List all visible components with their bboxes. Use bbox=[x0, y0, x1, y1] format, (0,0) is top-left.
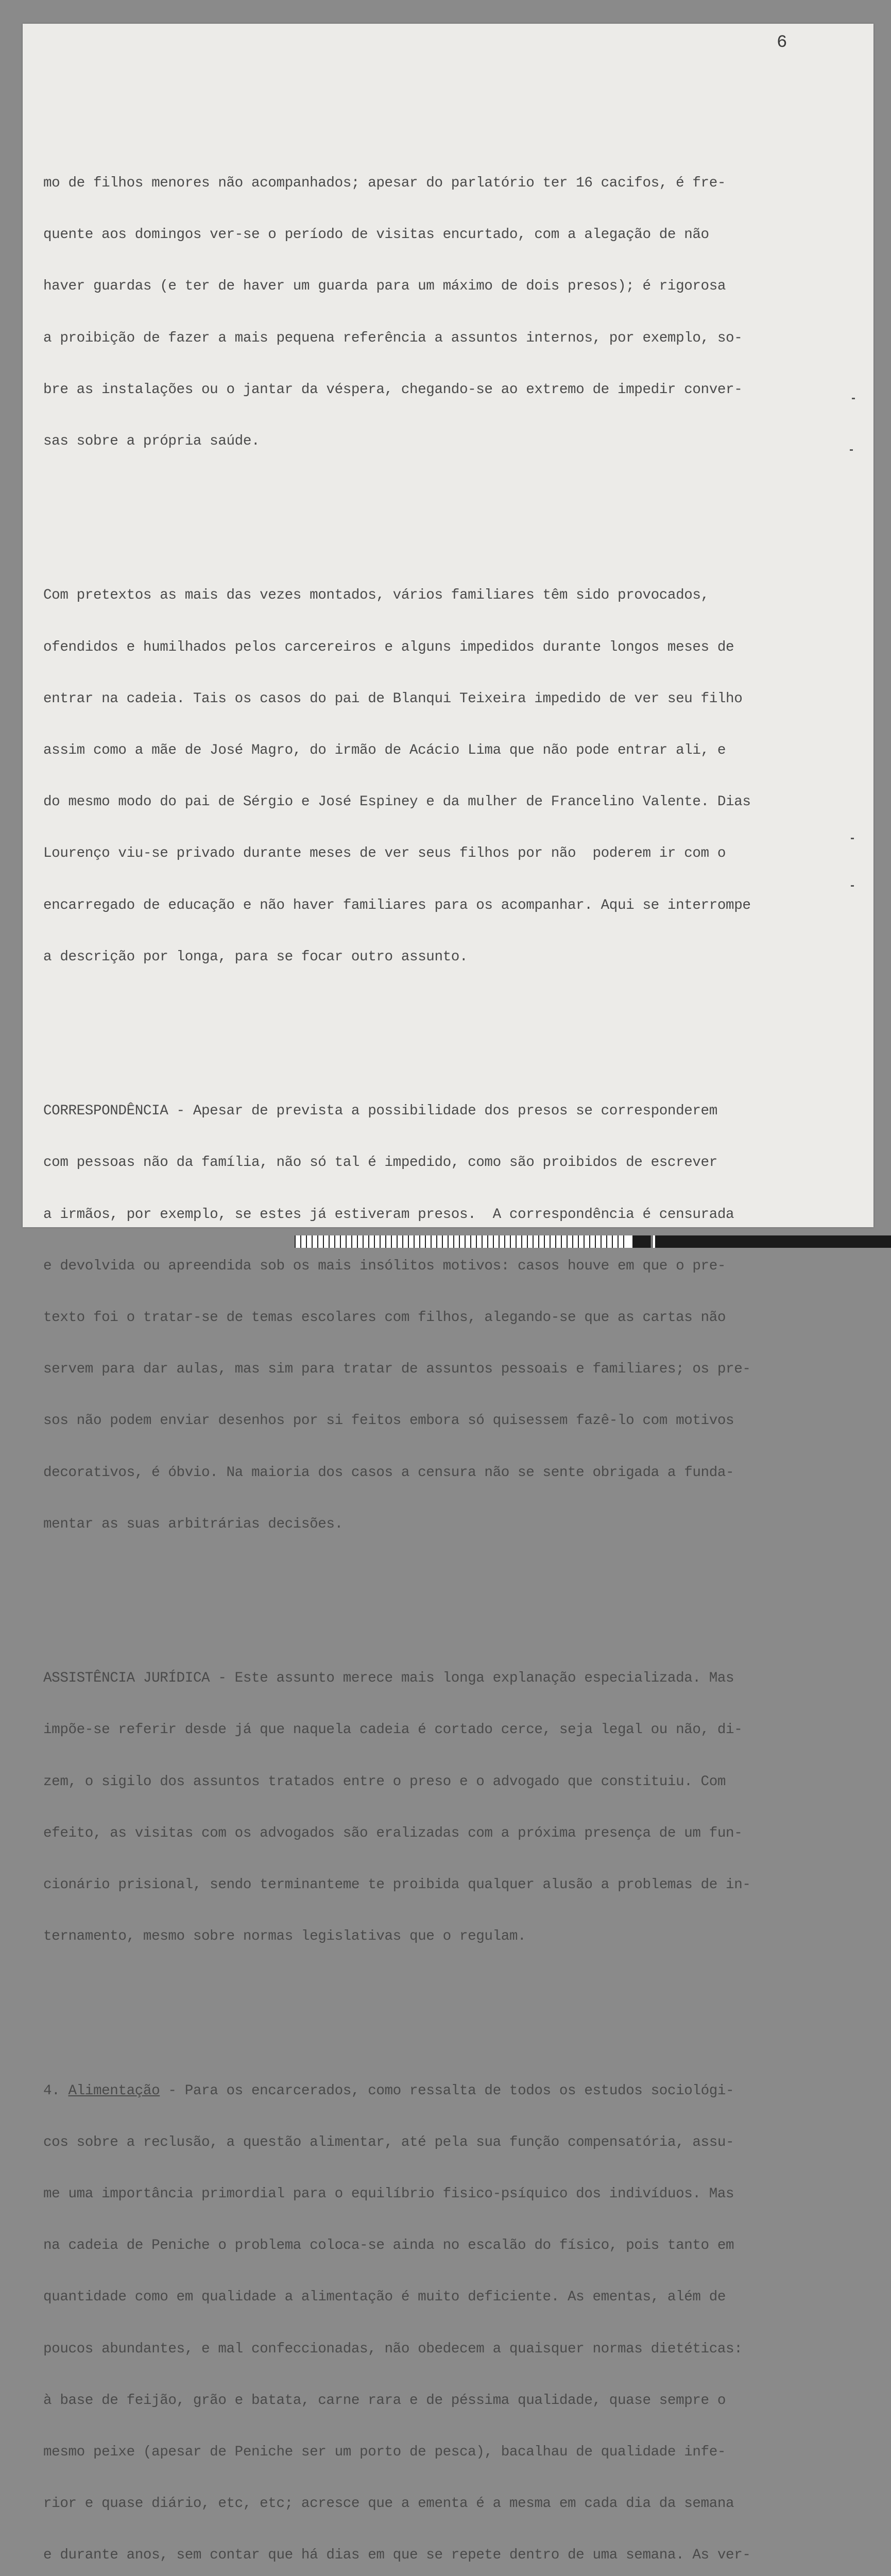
text-line-heading bbox=[43, 2082, 826, 2099]
text-line: ternamento, mesmo sobre normas legislativas que o regulam. bbox=[43, 1928, 526, 1945]
paper-mark bbox=[850, 449, 853, 451]
page-number: 6 bbox=[777, 33, 787, 53]
text-line: Lourenço viu-se privado durante meses de ver seus filhos por não poderem ir com o bbox=[43, 845, 726, 862]
text-line: sas sobre a própria saúde. bbox=[43, 433, 260, 450]
text-line: na cadeia de Peniche o problema coloca-se ainda no escalão do físico, pois tanto em bbox=[43, 2238, 734, 2254]
text-line: à base de feijão, grão e batata, carne rara e de péssima qualidade, quase sempre o bbox=[43, 2392, 726, 2409]
text-line: zem, o sigilo dos assuntos tratados entre o preso e o advogado que constituiu. Com bbox=[43, 1773, 726, 1790]
paper-mark bbox=[852, 398, 855, 399]
scale-gap bbox=[627, 1235, 631, 1248]
text-line: me uma importância primordial para o equilíbrio fisico-psíquico dos indivíduos. Mas bbox=[43, 2185, 734, 2202]
text-line: ASSISTÊNCIA JURÍDICA - Este assunto merece mais longa explanação especializada. Mas bbox=[43, 1670, 734, 1687]
text-line: cionário prisional, sendo terminanteme te proibida qualquer alusão a problemas de in- bbox=[43, 1877, 751, 1893]
paragraph-legal-assistance bbox=[43, 1635, 826, 1979]
paragraph-food bbox=[43, 2048, 826, 2576]
text-line: quantidade como em qualidade a alimentação é muito deficiente. As ementas, além de bbox=[43, 2289, 726, 2306]
text-line: e devolvida ou apreendida sob os mais insólitos motivos: casos houve em que o pre- bbox=[43, 1258, 726, 1274]
text-line: bre as instalações ou o jantar da véspera, chegando-se ao extremo de impedir conver- bbox=[43, 381, 743, 398]
text-line: mo de filhos menores não acompanhados; apesar do parlatório ter 16 cacifos, é fre- bbox=[43, 175, 726, 192]
scale-block bbox=[632, 1235, 651, 1248]
text-line: quente aos domingos ver-se o período de visitas encurtado, com a alegação de não bbox=[43, 227, 709, 243]
text-line: poucos abundantes, e mal confeccionadas, não obedecem a quaisquer normas dietéticas: bbox=[43, 2341, 743, 2357]
text-line: assim como a mãe de José Magro, do irmão de Acácio Lima que não pode entrar ali, e bbox=[43, 742, 726, 759]
text-line: texto foi o tratar-se de temas escolares com filhos, alegando-se que as cartas não bbox=[43, 1310, 726, 1326]
text-line: haver guardas (e ter de haver um guarda para um máximo de dois presos); é rigorosa bbox=[43, 278, 726, 295]
text-line: sos não podem enviar desenhos por si feitos embora só quisessem fazê-lo com motivos bbox=[43, 1413, 734, 1429]
paper-mark bbox=[851, 885, 854, 887]
text-line: com pessoas não da família, não só tal é impedido, como são proibidos de escrever bbox=[43, 1155, 717, 1171]
text-line: ofendidos e humilhados pelos carcereiros e alguns impedidos durante longos meses de bbox=[43, 639, 734, 655]
text-line: a proibição de fazer a mais pequena referência a assuntos internos, por exemplo, so- bbox=[43, 330, 743, 346]
text-line: do mesmo modo do pai de Sérgio e José Espiney e da mulher de Francelino Valente. Dias bbox=[43, 794, 751, 810]
text-line: a irmãos, por exemplo, se estes já estiveram presos. A correspondência é censurada bbox=[43, 1206, 734, 1223]
paper-mark bbox=[851, 838, 854, 839]
text-line: Com pretextos as mais das vezes montados, vários familiares têm sido provocados, bbox=[43, 587, 709, 604]
text-line: mesmo peixe (apesar de Peniche ser um porto de pesca), bacalhau de qualidade infe- bbox=[43, 2444, 726, 2461]
paragraph-visits bbox=[43, 140, 826, 484]
paragraph-correspondence bbox=[43, 1068, 826, 1567]
text-line: rior e quase diário, etc, etc; acresce que a ementa é a mesma em cada dia da semana bbox=[43, 2496, 734, 2512]
text-line: mentar as suas arbitrárias decisões. bbox=[43, 1516, 343, 1532]
scale-bar bbox=[295, 1235, 891, 1248]
text-line: impõe-se referir desde já que naquela cadeia é cortado cerce, seja legal ou não, di- bbox=[43, 1722, 743, 1738]
text-line: efeito, as visitas com os advogados são eralizadas com a próxima presença de um fun- bbox=[43, 1825, 743, 1841]
paragraph-families bbox=[43, 553, 826, 1001]
text-line-rest: - Para os encarcerados, como ressalta de todos os estudos sociológi- bbox=[160, 2082, 734, 2099]
section-number: 4. bbox=[43, 2082, 68, 2099]
document-body bbox=[43, 89, 826, 2576]
text-line: CORRESPONDÊNCIA - Apesar de prevista a possibilidade dos presos se corresponderem bbox=[43, 1103, 717, 1120]
text-line: decorativos, é óbvio. Na maioria dos casos a censura não se sente obrigada a funda- bbox=[43, 1464, 734, 1481]
text-line: entrar na cadeia. Tais os casos do pai de Blanqui Teixeira impedido de ver seu filho bbox=[43, 690, 743, 707]
section-heading-food: Alimentação bbox=[68, 2082, 160, 2099]
text-line: a descrição por longa, para se focar outro assunto. bbox=[43, 948, 468, 965]
text-line: cos sobre a reclusão, a questão alimentar, até pela sua função compensatória, assu- bbox=[43, 2134, 734, 2150]
text-line: servem para dar aulas, mas sim para tratar de assuntos pessoais e familiares; os pre- bbox=[43, 1361, 751, 1378]
text-line: encarregado de educação e não haver familiares para os acompanhar. Aqui se interrompe bbox=[43, 897, 751, 913]
scale-block bbox=[655, 1235, 891, 1248]
text-line: e durante anos, sem contar que há dias em que se repete dentro de uma semana. As ver- bbox=[43, 2547, 751, 2564]
